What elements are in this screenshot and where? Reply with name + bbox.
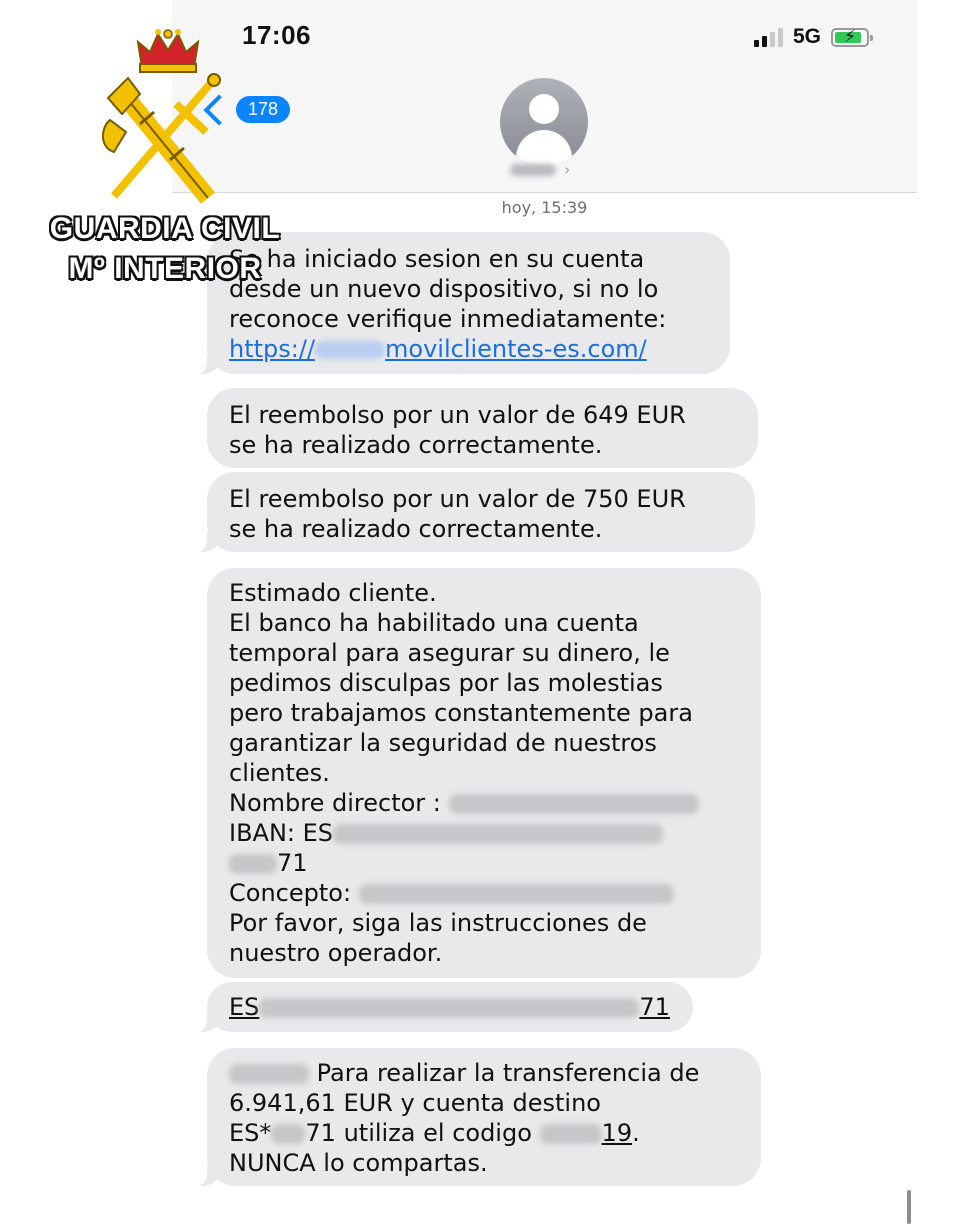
message-line: reconoce verifique inmediatamente: bbox=[229, 305, 667, 333]
message-line: se ha realizado correctamente. bbox=[229, 431, 603, 459]
redacted-text bbox=[449, 794, 699, 814]
watermark-line-2: Mº INTERIOR bbox=[68, 252, 262, 285]
watermark-line-1: GUARDIA CIVIL bbox=[49, 212, 281, 245]
message-bubble-6[interactable] bbox=[207, 1048, 761, 1186]
phishing-link[interactable]: https:// movilclientes-es.com/ bbox=[229, 335, 647, 363]
redacted-text bbox=[259, 998, 639, 1018]
message-bubble-4[interactable] bbox=[207, 568, 761, 978]
battery-charging-icon: ⚡ bbox=[831, 28, 869, 47]
redacted-text bbox=[229, 1064, 309, 1084]
message-line: El reembolso por un valor de 750 EUR bbox=[229, 485, 686, 513]
iban-line-end: 71 bbox=[229, 848, 739, 878]
concept-line: Concepto: bbox=[229, 878, 739, 908]
message-bubble-2[interactable] bbox=[207, 388, 758, 468]
message-line: ES* 71 utiliza el codigo 19. bbox=[229, 1119, 640, 1147]
message-line: El banco ha habilitado una cuenta bbox=[229, 609, 639, 637]
message-line: garantizar la seguridad de nuestros bbox=[229, 729, 657, 757]
message-line: clientes. bbox=[229, 759, 330, 787]
emblem-icon bbox=[30, 28, 300, 208]
message-line: temporal para asegurar su dinero, le bbox=[229, 639, 670, 667]
chevron-right-icon: › bbox=[564, 160, 571, 179]
message-bubble-3[interactable] bbox=[207, 472, 755, 552]
message-line: pedimos disculpas por las molestias bbox=[229, 669, 663, 697]
redacted-text bbox=[359, 884, 674, 904]
contact-name-button[interactable] bbox=[510, 160, 570, 179]
message-line: Se ha iniciado sesion en su cuenta bbox=[229, 245, 645, 273]
redacted-text bbox=[229, 854, 277, 874]
message-line: 6.941,61 EUR y cuenta destino bbox=[229, 1089, 601, 1117]
iban-line: IBAN: ES bbox=[229, 818, 739, 848]
unread-count-badge: 178 bbox=[236, 96, 290, 123]
contact-avatar[interactable] bbox=[500, 78, 588, 166]
redacted-text bbox=[315, 341, 385, 359]
message-line: nuestro operador. bbox=[229, 939, 443, 967]
guardia-civil-logo bbox=[30, 28, 300, 290]
contact-name-redacted bbox=[510, 164, 556, 176]
message-line: Estimado cliente. bbox=[229, 579, 437, 607]
message-line: Para realizar la transferencia de bbox=[229, 1058, 739, 1088]
message-line: Por favor, siga las instrucciones de bbox=[229, 909, 647, 937]
director-line: Nombre director : bbox=[229, 788, 739, 818]
message-line: se ha realizado correctamente. bbox=[229, 515, 603, 543]
verification-code[interactable]: 19 bbox=[540, 1119, 633, 1147]
status-indicators bbox=[754, 24, 869, 50]
network-type: 5G bbox=[792, 25, 821, 48]
signal-strength-icon bbox=[754, 27, 783, 47]
message-timestamp: hoy, 15:39 bbox=[501, 198, 588, 217]
scrollbar[interactable] bbox=[907, 1190, 911, 1224]
message-line: El reembolso por un valor de 649 EUR bbox=[229, 401, 686, 429]
message-line: desde un nuevo dispositivo, si no lo bbox=[229, 275, 659, 303]
message-line: NUNCA lo compartas. bbox=[229, 1149, 488, 1177]
message-line: pero trabajamos constantemente para bbox=[229, 699, 693, 727]
redacted-text bbox=[333, 824, 663, 844]
message-bubble-5[interactable] bbox=[207, 982, 693, 1032]
redacted-text bbox=[540, 1124, 602, 1144]
iban-text[interactable]: ES 71 bbox=[229, 993, 670, 1021]
redacted-text bbox=[271, 1124, 305, 1144]
status-time: 17:06 bbox=[242, 20, 311, 50]
